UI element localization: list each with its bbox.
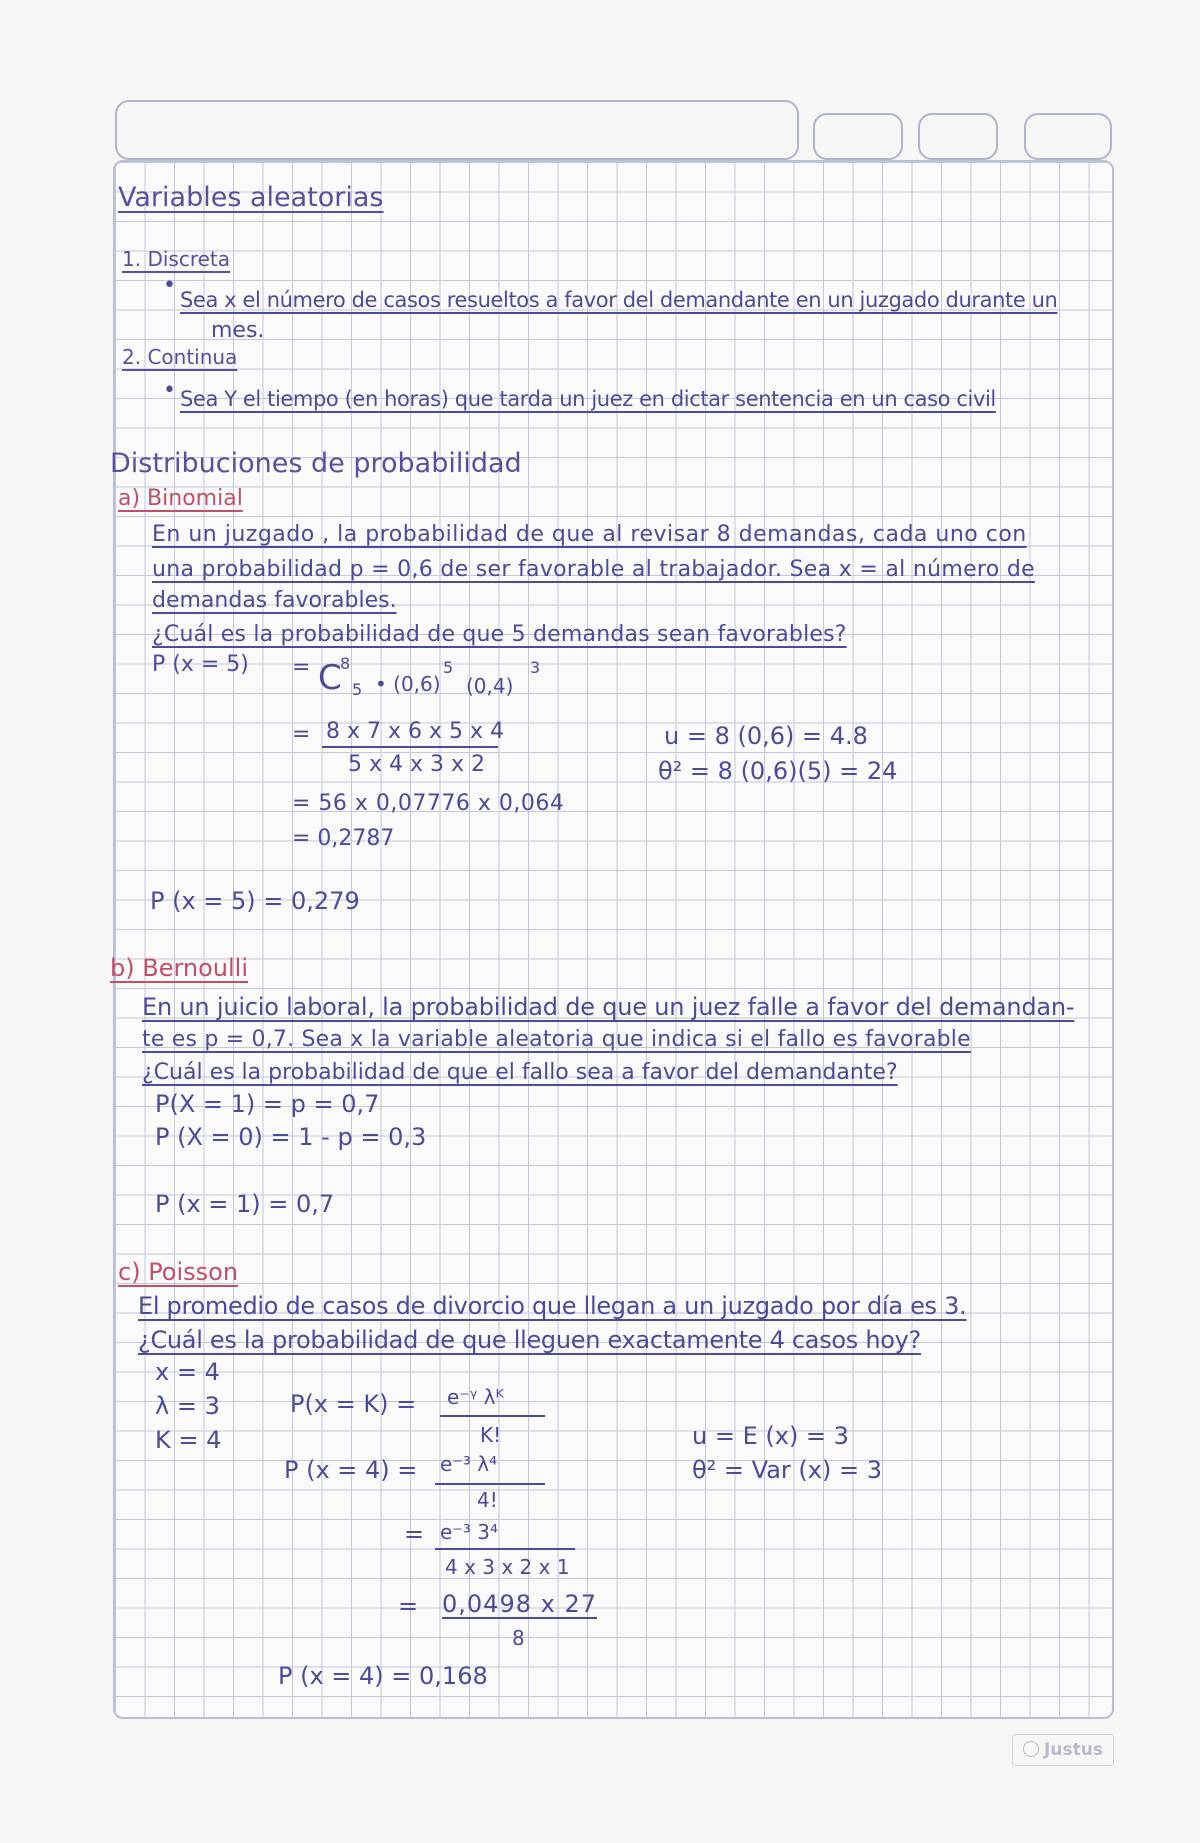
binomial-variance: θ² = 8 (0,6)(5) = 24 <box>658 757 898 785</box>
binomial-line1: En un juzgado , la probabilidad de que al revisar 8 demandas, cada uno con <box>152 522 1027 547</box>
binomial-term1: • (0,6) <box>375 672 441 696</box>
bernoulli-line1: En un juicio laboral, la probabilidad de que un juez falle a favor del demandan- <box>142 993 1075 1021</box>
poisson-mean: u = E (x) = 3 <box>692 1422 849 1450</box>
brand-name: Justus <box>1044 1740 1103 1760</box>
binomial-step3: = 56 x 0,07776 x 0,064 <box>292 791 565 816</box>
bernoulli-eq1: P(X = 1) = p = 0,7 <box>155 1090 380 1118</box>
binomial-comb-k: 5 <box>352 680 363 699</box>
poisson-sub-den: 4! <box>477 1488 498 1512</box>
binomial-frac-bar <box>322 746 498 748</box>
poisson-question: ¿Cuál es la probabilidad de que lleguen exactamente 4 casos hoy? <box>138 1326 921 1354</box>
poisson-result: P (x = 4) = 0,168 <box>278 1662 488 1690</box>
poisson-formula-bar <box>440 1415 545 1417</box>
poisson-step2-num: e⁻³ 3⁴ <box>440 1520 498 1544</box>
discreta-label: 1. Discreta <box>122 247 230 271</box>
poisson-step2-eq: = <box>404 1520 425 1548</box>
binomial-label: a) Binomial <box>118 486 243 511</box>
poisson-line1: El promedio de casos de divorcio que llegan a un juzgado por día es 3. <box>138 1292 967 1320</box>
poisson-formula-lhs: P(x = K) = <box>290 1390 417 1418</box>
poisson-given-lambda: λ = 3 <box>155 1392 220 1420</box>
poisson-formula-num: e⁻ᵞ λᴷ <box>447 1385 504 1409</box>
binomial-question: ¿Cuál es la probabilidad de que 5 demandas sean favorables? <box>152 622 847 647</box>
bullet-icon: • <box>163 273 176 298</box>
poisson-sub-lhs: P (x = 4) = <box>284 1456 418 1484</box>
header-box-2 <box>918 113 998 160</box>
binomial-comb-c: C <box>318 658 342 698</box>
poisson-step3-den: 8 <box>512 1626 525 1650</box>
poisson-label: c) Poisson <box>118 1258 239 1286</box>
binomial-step4: = 0,2787 <box>292 826 395 851</box>
poisson-step2-bar <box>435 1548 575 1550</box>
poisson-given-k: K = 4 <box>155 1426 222 1454</box>
header-title-box <box>115 100 799 160</box>
binomial-line3: demandas favorables. <box>152 588 397 613</box>
header-box-3 <box>1024 113 1112 160</box>
binomial-exp1: 5 <box>443 658 454 677</box>
binomial-eq-sign: = <box>292 655 311 680</box>
binomial-frac-num: 8 x 7 x 6 x 5 x 4 <box>326 719 505 744</box>
page-title: Variables aleatorias <box>118 182 384 213</box>
poisson-variance: θ² = Var (x) = 3 <box>692 1456 882 1484</box>
bernoulli-eq2: P (X = 0) = 1 - p = 0,3 <box>155 1123 427 1151</box>
poisson-step3-num: 0,0498 x 27 <box>442 1590 597 1618</box>
bernoulli-result: P (x = 1) = 0,7 <box>155 1190 335 1218</box>
binomial-term2: (0,4) <box>466 674 514 698</box>
bernoulli-question: ¿Cuál es la probabilidad de que el fallo sea a favor del demandante? <box>142 1060 898 1085</box>
poisson-sub-bar <box>435 1483 545 1485</box>
bullet-icon: • <box>163 378 176 403</box>
brand-logo <box>1012 1734 1114 1766</box>
poisson-sub-num: e⁻³ λ⁴ <box>440 1452 498 1476</box>
bernoulli-line2: te es p = 0,7. Sea x la variable aleatoria que indica si el fallo es favorable <box>142 1027 971 1052</box>
binomial-comb-n: 8 <box>340 654 351 673</box>
poisson-formula-den: K! <box>480 1423 502 1447</box>
binomial-step-eq: = <box>292 722 311 747</box>
binomial-mean: u = 8 (0,6) = 4.8 <box>664 722 868 750</box>
brand-logo-icon <box>1023 1741 1039 1757</box>
continua-text: Sea Y el tiempo (en horas) que tarda un juez en dictar sentencia en un caso civil <box>180 387 996 411</box>
header-box-1 <box>813 113 903 160</box>
binomial-line2: una probabilidad p = 0,6 de ser favorable al trabajador. Sea x = al número de <box>152 557 1035 582</box>
binomial-result: P (x = 5) = 0,279 <box>150 887 360 915</box>
poisson-step2-den: 4 x 3 x 2 x 1 <box>445 1555 570 1579</box>
bernoulli-label: b) Bernoulli <box>110 954 249 982</box>
discreta-text-line2: mes. <box>211 318 265 343</box>
binomial-exp2: 3 <box>530 658 541 677</box>
binomial-frac-den: 5 x 4 x 3 x 2 <box>348 752 486 777</box>
poisson-step3-eq: = <box>398 1592 419 1620</box>
discreta-text-line1: Sea x el número de casos resueltos a favor del demandante en un juzgado durante un <box>180 288 1058 312</box>
section-title: Distribuciones de probabilidad <box>110 448 522 479</box>
binomial-eq-lhs: P (x = 5) <box>152 652 249 677</box>
poisson-given-x: x = 4 <box>155 1358 220 1386</box>
continua-label: 2. Continua <box>122 345 238 369</box>
